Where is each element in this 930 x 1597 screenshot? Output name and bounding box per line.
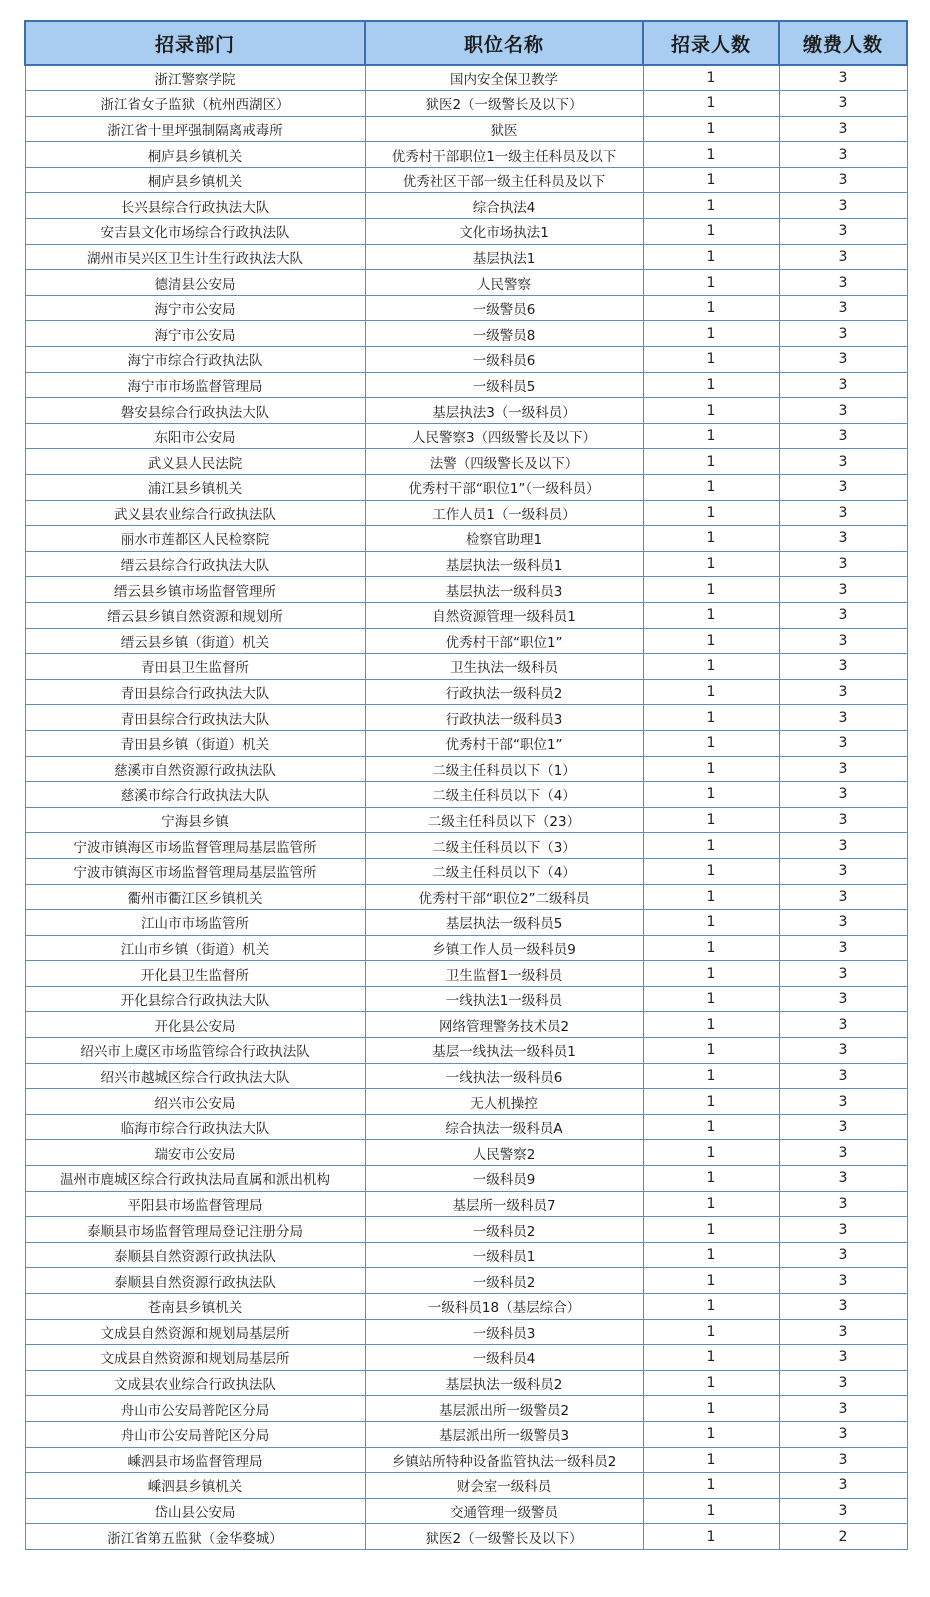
table-row bbox=[25, 986, 907, 1012]
table-row bbox=[25, 1319, 907, 1345]
cell-recruit-count: 1 bbox=[643, 1089, 779, 1115]
cell-recruit-count: 1 bbox=[643, 756, 779, 782]
cell-paid-count: 3 bbox=[779, 910, 907, 936]
cell-position: 行政执法一级科员2 bbox=[365, 679, 643, 705]
cell-department: 丽水市莲都区人民检察院 bbox=[25, 526, 365, 552]
cell-recruit-count: 1 bbox=[643, 935, 779, 961]
cell-paid-count: 3 bbox=[779, 679, 907, 705]
table-row bbox=[25, 116, 907, 142]
table-header bbox=[25, 21, 907, 65]
cell-paid-count: 3 bbox=[779, 295, 907, 321]
table-row bbox=[25, 935, 907, 961]
cell-department: 开化县卫生监督所 bbox=[25, 961, 365, 987]
cell-paid-count: 3 bbox=[779, 1089, 907, 1115]
table-row bbox=[25, 628, 907, 654]
cell-department: 嵊泗县乡镇机关 bbox=[25, 1473, 365, 1499]
cell-paid-count: 3 bbox=[779, 961, 907, 987]
cell-paid-count: 3 bbox=[779, 705, 907, 731]
cell-paid-count: 3 bbox=[779, 730, 907, 756]
cell-position: 网络管理警务技术员2 bbox=[365, 1012, 643, 1038]
cell-department: 缙云县乡镇自然资源和规划所 bbox=[25, 602, 365, 628]
table-row bbox=[25, 244, 907, 270]
table-row bbox=[25, 347, 907, 373]
table-row bbox=[25, 295, 907, 321]
table-row bbox=[25, 1217, 907, 1243]
cell-department: 文成县农业综合行政执法队 bbox=[25, 1370, 365, 1396]
cell-position: 优秀村干部职位1一级主任科员及以下 bbox=[365, 142, 643, 168]
cell-department: 绍兴市公安局 bbox=[25, 1089, 365, 1115]
cell-position: 文化市场执法1 bbox=[365, 219, 643, 245]
cell-recruit-count: 1 bbox=[643, 551, 779, 577]
cell-department: 海宁市公安局 bbox=[25, 295, 365, 321]
cell-paid-count: 3 bbox=[779, 602, 907, 628]
cell-paid-count: 3 bbox=[779, 1012, 907, 1038]
table-row bbox=[25, 1191, 907, 1217]
cell-paid-count: 3 bbox=[779, 1166, 907, 1192]
cell-paid-count: 3 bbox=[779, 858, 907, 884]
cell-paid-count: 3 bbox=[779, 1294, 907, 1320]
cell-position: 一级科员18（基层综合） bbox=[365, 1294, 643, 1320]
table-row bbox=[25, 1370, 907, 1396]
table-body bbox=[25, 65, 907, 1549]
cell-paid-count: 3 bbox=[779, 91, 907, 117]
cell-position: 人民警察 bbox=[365, 270, 643, 296]
cell-position: 工作人员1（一级科员） bbox=[365, 500, 643, 526]
cell-paid-count: 3 bbox=[779, 500, 907, 526]
table-row bbox=[25, 423, 907, 449]
cell-position: 优秀村干部“职位1” bbox=[365, 730, 643, 756]
cell-paid-count: 3 bbox=[779, 398, 907, 424]
cell-paid-count: 3 bbox=[779, 219, 907, 245]
cell-department: 青田县卫生监督所 bbox=[25, 654, 365, 680]
cell-department: 湖州市吴兴区卫生计生行政执法大队 bbox=[25, 244, 365, 270]
cell-recruit-count: 1 bbox=[643, 884, 779, 910]
cell-department: 海宁市市场监督管理局 bbox=[25, 372, 365, 398]
cell-department: 平阳县市场监督管理局 bbox=[25, 1191, 365, 1217]
cell-position: 行政执法一级科员3 bbox=[365, 705, 643, 731]
cell-position: 基层执法1 bbox=[365, 244, 643, 270]
cell-department: 泰顺县自然资源行政执法队 bbox=[25, 1242, 365, 1268]
cell-position: 综合执法4 bbox=[365, 193, 643, 219]
cell-paid-count: 3 bbox=[779, 116, 907, 142]
cell-position: 二级主任科员以下（1） bbox=[365, 756, 643, 782]
cell-department: 泰顺县市场监督管理局登记注册分局 bbox=[25, 1217, 365, 1243]
cell-recruit-count: 1 bbox=[643, 475, 779, 501]
cell-position: 基层执法一级科员3 bbox=[365, 577, 643, 603]
cell-recruit-count: 1 bbox=[643, 961, 779, 987]
cell-department: 嵊泗县市场监督管理局 bbox=[25, 1447, 365, 1473]
cell-position: 自然资源管理一级科员1 bbox=[365, 602, 643, 628]
cell-paid-count: 3 bbox=[779, 1396, 907, 1422]
cell-recruit-count: 1 bbox=[643, 1421, 779, 1447]
cell-paid-count: 3 bbox=[779, 1345, 907, 1371]
table-row bbox=[25, 526, 907, 552]
cell-paid-count: 3 bbox=[779, 1217, 907, 1243]
cell-department: 瑞安市公安局 bbox=[25, 1140, 365, 1166]
table-row bbox=[25, 500, 907, 526]
table-row bbox=[25, 1473, 907, 1499]
cell-paid-count: 3 bbox=[779, 833, 907, 859]
cell-paid-count: 3 bbox=[779, 1370, 907, 1396]
cell-department: 缙云县综合行政执法大队 bbox=[25, 551, 365, 577]
cell-position: 二级主任科员以下（4） bbox=[365, 782, 643, 808]
table-row bbox=[25, 1294, 907, 1320]
cell-recruit-count: 1 bbox=[643, 1473, 779, 1499]
cell-recruit-count: 1 bbox=[643, 986, 779, 1012]
cell-paid-count: 3 bbox=[779, 167, 907, 193]
cell-recruit-count: 1 bbox=[643, 1370, 779, 1396]
table-row bbox=[25, 1114, 907, 1140]
table-row bbox=[25, 1140, 907, 1166]
cell-recruit-count: 1 bbox=[643, 1063, 779, 1089]
cell-recruit-count: 1 bbox=[643, 142, 779, 168]
cell-department: 文成县自然资源和规划局基层所 bbox=[25, 1345, 365, 1371]
cell-recruit-count: 1 bbox=[643, 730, 779, 756]
cell-recruit-count: 1 bbox=[643, 116, 779, 142]
cell-position: 人民警察2 bbox=[365, 1140, 643, 1166]
cell-recruit-count: 1 bbox=[643, 833, 779, 859]
table-row bbox=[25, 756, 907, 782]
cell-department: 桐庐县乡镇机关 bbox=[25, 142, 365, 168]
cell-recruit-count: 1 bbox=[643, 449, 779, 475]
cell-recruit-count: 1 bbox=[643, 1319, 779, 1345]
table-row bbox=[25, 372, 907, 398]
cell-recruit-count: 1 bbox=[643, 193, 779, 219]
cell-paid-count: 3 bbox=[779, 1268, 907, 1294]
cell-department: 青田县乡镇（街道）机关 bbox=[25, 730, 365, 756]
cell-department: 武义县农业综合行政执法队 bbox=[25, 500, 365, 526]
table-row bbox=[25, 551, 907, 577]
cell-position: 一级科员4 bbox=[365, 1345, 643, 1371]
cell-position: 基层执法3（一级科员） bbox=[365, 398, 643, 424]
cell-department: 江山市乡镇（街道）机关 bbox=[25, 935, 365, 961]
cell-paid-count: 3 bbox=[779, 1038, 907, 1064]
cell-department: 慈溪市综合行政执法大队 bbox=[25, 782, 365, 808]
cell-position: 基层执法一级科员5 bbox=[365, 910, 643, 936]
cell-recruit-count: 1 bbox=[643, 295, 779, 321]
cell-recruit-count: 1 bbox=[643, 1396, 779, 1422]
cell-position: 基层执法一级科员2 bbox=[365, 1370, 643, 1396]
table-row bbox=[25, 1242, 907, 1268]
cell-paid-count: 3 bbox=[779, 628, 907, 654]
cell-department: 临海市综合行政执法大队 bbox=[25, 1114, 365, 1140]
cell-recruit-count: 1 bbox=[643, 705, 779, 731]
cell-position: 交通管理一级警员 bbox=[365, 1498, 643, 1524]
cell-department: 磐安县综合行政执法大队 bbox=[25, 398, 365, 424]
cell-position: 一级科员2 bbox=[365, 1217, 643, 1243]
cell-recruit-count: 1 bbox=[643, 1345, 779, 1371]
table-row bbox=[25, 449, 907, 475]
table-row bbox=[25, 475, 907, 501]
table-row bbox=[25, 219, 907, 245]
cell-position: 优秀村干部“职位1” bbox=[365, 628, 643, 654]
cell-paid-count: 3 bbox=[779, 142, 907, 168]
cell-paid-count: 3 bbox=[779, 1447, 907, 1473]
cell-recruit-count: 1 bbox=[643, 65, 779, 91]
cell-recruit-count: 1 bbox=[643, 1140, 779, 1166]
cell-recruit-count: 1 bbox=[643, 654, 779, 680]
cell-paid-count: 2 bbox=[779, 1524, 907, 1550]
cell-department: 德清县公安局 bbox=[25, 270, 365, 296]
cell-recruit-count: 1 bbox=[643, 423, 779, 449]
cell-recruit-count: 1 bbox=[643, 628, 779, 654]
table-row bbox=[25, 1498, 907, 1524]
cell-department: 安吉县文化市场综合行政执法队 bbox=[25, 219, 365, 245]
table-row bbox=[25, 1524, 907, 1550]
cell-recruit-count: 1 bbox=[643, 1012, 779, 1038]
cell-recruit-count: 1 bbox=[643, 1038, 779, 1064]
table-row bbox=[25, 910, 907, 936]
cell-paid-count: 3 bbox=[779, 475, 907, 501]
table-row bbox=[25, 705, 907, 731]
table-row bbox=[25, 961, 907, 987]
cell-position: 国内安全保卫教学 bbox=[365, 65, 643, 91]
cell-paid-count: 3 bbox=[779, 551, 907, 577]
cell-position: 基层派出所一级警员3 bbox=[365, 1421, 643, 1447]
table-row bbox=[25, 884, 907, 910]
cell-paid-count: 3 bbox=[779, 1114, 907, 1140]
cell-position: 一级科员3 bbox=[365, 1319, 643, 1345]
table-row bbox=[25, 654, 907, 680]
table-row bbox=[25, 270, 907, 296]
cell-recruit-count: 1 bbox=[643, 910, 779, 936]
cell-department: 浙江警察学院 bbox=[25, 65, 365, 91]
cell-department: 浙江省十里坪强制隔离戒毒所 bbox=[25, 116, 365, 142]
cell-department: 武义县人民法院 bbox=[25, 449, 365, 475]
cell-recruit-count: 1 bbox=[643, 91, 779, 117]
cell-department: 浙江省女子监狱（杭州西湖区） bbox=[25, 91, 365, 117]
table-row bbox=[25, 782, 907, 808]
cell-position: 一线执法一级科员6 bbox=[365, 1063, 643, 1089]
cell-position: 综合执法一级科员A bbox=[365, 1114, 643, 1140]
cell-department: 长兴县综合行政执法大队 bbox=[25, 193, 365, 219]
cell-recruit-count: 1 bbox=[643, 807, 779, 833]
header-paid-count: 缴费人数 bbox=[779, 21, 907, 65]
cell-department: 温州市鹿城区综合行政执法局直属和派出机构 bbox=[25, 1166, 365, 1192]
cell-recruit-count: 1 bbox=[643, 500, 779, 526]
cell-position: 一级科员9 bbox=[365, 1166, 643, 1192]
table-row bbox=[25, 833, 907, 859]
cell-department: 开化县公安局 bbox=[25, 1012, 365, 1038]
table-row bbox=[25, 1038, 907, 1064]
cell-department: 缙云县乡镇（街道）机关 bbox=[25, 628, 365, 654]
cell-position: 基层所一级科员7 bbox=[365, 1191, 643, 1217]
cell-recruit-count: 1 bbox=[643, 679, 779, 705]
cell-paid-count: 3 bbox=[779, 423, 907, 449]
cell-paid-count: 3 bbox=[779, 65, 907, 91]
cell-position: 检察官助理1 bbox=[365, 526, 643, 552]
table-row bbox=[25, 193, 907, 219]
cell-department: 宁波市镇海区市场监督管理局基层监管所 bbox=[25, 833, 365, 859]
cell-department: 岱山县公安局 bbox=[25, 1498, 365, 1524]
table-row bbox=[25, 1447, 907, 1473]
cell-position: 一级科员1 bbox=[365, 1242, 643, 1268]
table-row bbox=[25, 142, 907, 168]
cell-paid-count: 3 bbox=[779, 1063, 907, 1089]
cell-position: 狱医2（一级警长及以下） bbox=[365, 1524, 643, 1550]
table-row bbox=[25, 858, 907, 884]
table-row bbox=[25, 65, 907, 91]
header-row bbox=[25, 21, 907, 65]
cell-paid-count: 3 bbox=[779, 1421, 907, 1447]
cell-recruit-count: 1 bbox=[643, 526, 779, 552]
cell-paid-count: 3 bbox=[779, 1140, 907, 1166]
table-row bbox=[25, 1089, 907, 1115]
header-department: 招录部门 bbox=[25, 21, 365, 65]
cell-paid-count: 3 bbox=[779, 1242, 907, 1268]
cell-paid-count: 3 bbox=[779, 526, 907, 552]
cell-position: 无人机操控 bbox=[365, 1089, 643, 1115]
header-position: 职位名称 bbox=[365, 21, 643, 65]
cell-paid-count: 3 bbox=[779, 270, 907, 296]
cell-position: 乡镇站所特种设备监管执法一级科员2 bbox=[365, 1447, 643, 1473]
cell-recruit-count: 1 bbox=[643, 321, 779, 347]
cell-recruit-count: 1 bbox=[643, 1114, 779, 1140]
table-row bbox=[25, 807, 907, 833]
cell-department: 慈溪市自然资源行政执法队 bbox=[25, 756, 365, 782]
cell-recruit-count: 1 bbox=[643, 244, 779, 270]
table-row bbox=[25, 1166, 907, 1192]
cell-paid-count: 3 bbox=[779, 449, 907, 475]
cell-paid-count: 3 bbox=[779, 1498, 907, 1524]
cell-recruit-count: 1 bbox=[643, 398, 779, 424]
cell-position: 财会室一级科员 bbox=[365, 1473, 643, 1499]
cell-position: 法警（四级警长及以下） bbox=[365, 449, 643, 475]
cell-recruit-count: 1 bbox=[643, 1191, 779, 1217]
cell-position: 二级主任科员以下（3） bbox=[365, 833, 643, 859]
cell-department: 东阳市公安局 bbox=[25, 423, 365, 449]
cell-department: 缙云县乡镇市场监督管理所 bbox=[25, 577, 365, 603]
table-row bbox=[25, 321, 907, 347]
cell-position: 基层执法一级科员1 bbox=[365, 551, 643, 577]
table-row bbox=[25, 1345, 907, 1371]
cell-recruit-count: 1 bbox=[643, 1498, 779, 1524]
cell-paid-count: 3 bbox=[779, 244, 907, 270]
cell-department: 江山市市场监管所 bbox=[25, 910, 365, 936]
cell-recruit-count: 1 bbox=[643, 1524, 779, 1550]
table-row bbox=[25, 679, 907, 705]
cell-position: 卫生监督1一级科员 bbox=[365, 961, 643, 987]
cell-department: 开化县综合行政执法大队 bbox=[25, 986, 365, 1012]
table-row bbox=[25, 1012, 907, 1038]
cell-department: 宁波市镇海区市场监督管理局基层监管所 bbox=[25, 858, 365, 884]
cell-department: 舟山市公安局普陀区分局 bbox=[25, 1421, 365, 1447]
table-row bbox=[25, 577, 907, 603]
table-row bbox=[25, 1268, 907, 1294]
cell-position: 一级科员2 bbox=[365, 1268, 643, 1294]
cell-position: 卫生执法一级科员 bbox=[365, 654, 643, 680]
cell-department: 浦江县乡镇机关 bbox=[25, 475, 365, 501]
cell-position: 一级科员5 bbox=[365, 372, 643, 398]
cell-department: 海宁市公安局 bbox=[25, 321, 365, 347]
cell-department: 文成县自然资源和规划局基层所 bbox=[25, 1319, 365, 1345]
cell-paid-count: 3 bbox=[779, 193, 907, 219]
cell-paid-count: 3 bbox=[779, 986, 907, 1012]
cell-recruit-count: 1 bbox=[643, 1242, 779, 1268]
table-row bbox=[25, 1421, 907, 1447]
cell-paid-count: 3 bbox=[779, 884, 907, 910]
table-row bbox=[25, 398, 907, 424]
cell-paid-count: 3 bbox=[779, 1191, 907, 1217]
cell-position: 一级警员8 bbox=[365, 321, 643, 347]
cell-position: 一级科员6 bbox=[365, 347, 643, 373]
cell-recruit-count: 1 bbox=[643, 1294, 779, 1320]
cell-paid-count: 3 bbox=[779, 372, 907, 398]
cell-department: 绍兴市上虞区市场监管综合行政执法队 bbox=[25, 1038, 365, 1064]
table-row bbox=[25, 1396, 907, 1422]
cell-recruit-count: 1 bbox=[643, 1217, 779, 1243]
cell-position: 二级主任科员以下（23） bbox=[365, 807, 643, 833]
cell-paid-count: 3 bbox=[779, 756, 907, 782]
cell-recruit-count: 1 bbox=[643, 347, 779, 373]
cell-recruit-count: 1 bbox=[643, 577, 779, 603]
cell-paid-count: 3 bbox=[779, 1473, 907, 1499]
cell-department: 宁海县乡镇 bbox=[25, 807, 365, 833]
table-row bbox=[25, 1063, 907, 1089]
recruitment-table bbox=[24, 20, 908, 1550]
cell-position: 优秀社区干部一级主任科员及以下 bbox=[365, 167, 643, 193]
cell-department: 青田县综合行政执法大队 bbox=[25, 705, 365, 731]
table-row bbox=[25, 167, 907, 193]
cell-paid-count: 3 bbox=[779, 347, 907, 373]
cell-paid-count: 3 bbox=[779, 935, 907, 961]
cell-recruit-count: 1 bbox=[643, 1268, 779, 1294]
cell-paid-count: 3 bbox=[779, 654, 907, 680]
cell-recruit-count: 1 bbox=[643, 602, 779, 628]
cell-position: 优秀村干部“职位2”二级科员 bbox=[365, 884, 643, 910]
cell-position: 一级警员6 bbox=[365, 295, 643, 321]
cell-position: 基层一线执法一级科员1 bbox=[365, 1038, 643, 1064]
cell-recruit-count: 1 bbox=[643, 1166, 779, 1192]
cell-department: 桐庐县乡镇机关 bbox=[25, 167, 365, 193]
cell-department: 青田县综合行政执法大队 bbox=[25, 679, 365, 705]
header-recruit-count: 招录人数 bbox=[643, 21, 779, 65]
cell-recruit-count: 1 bbox=[643, 782, 779, 808]
cell-department: 海宁市综合行政执法队 bbox=[25, 347, 365, 373]
cell-paid-count: 3 bbox=[779, 321, 907, 347]
cell-position: 二级主任科员以下（4） bbox=[365, 858, 643, 884]
cell-position: 一线执法1一级科员 bbox=[365, 986, 643, 1012]
cell-department: 泰顺县自然资源行政执法队 bbox=[25, 1268, 365, 1294]
cell-position: 乡镇工作人员一级科员9 bbox=[365, 935, 643, 961]
cell-department: 浙江省第五监狱（金华婺城） bbox=[25, 1524, 365, 1550]
cell-department: 绍兴市越城区综合行政执法大队 bbox=[25, 1063, 365, 1089]
cell-position: 狱医2（一级警长及以下） bbox=[365, 91, 643, 117]
cell-department: 衢州市衢江区乡镇机关 bbox=[25, 884, 365, 910]
cell-department: 舟山市公安局普陀区分局 bbox=[25, 1396, 365, 1422]
cell-paid-count: 3 bbox=[779, 1319, 907, 1345]
cell-paid-count: 3 bbox=[779, 807, 907, 833]
cell-position: 人民警察3（四级警长及以下） bbox=[365, 423, 643, 449]
cell-position: 狱医 bbox=[365, 116, 643, 142]
cell-recruit-count: 1 bbox=[643, 1447, 779, 1473]
cell-position: 基层派出所一级警员2 bbox=[365, 1396, 643, 1422]
cell-recruit-count: 1 bbox=[643, 858, 779, 884]
cell-paid-count: 3 bbox=[779, 577, 907, 603]
table-row bbox=[25, 91, 907, 117]
cell-recruit-count: 1 bbox=[643, 270, 779, 296]
cell-position: 优秀村干部“职位1”（一级科员） bbox=[365, 475, 643, 501]
cell-department: 苍南县乡镇机关 bbox=[25, 1294, 365, 1320]
cell-recruit-count: 1 bbox=[643, 372, 779, 398]
table-row bbox=[25, 730, 907, 756]
cell-paid-count: 3 bbox=[779, 782, 907, 808]
cell-recruit-count: 1 bbox=[643, 219, 779, 245]
cell-recruit-count: 1 bbox=[643, 167, 779, 193]
table-row bbox=[25, 602, 907, 628]
